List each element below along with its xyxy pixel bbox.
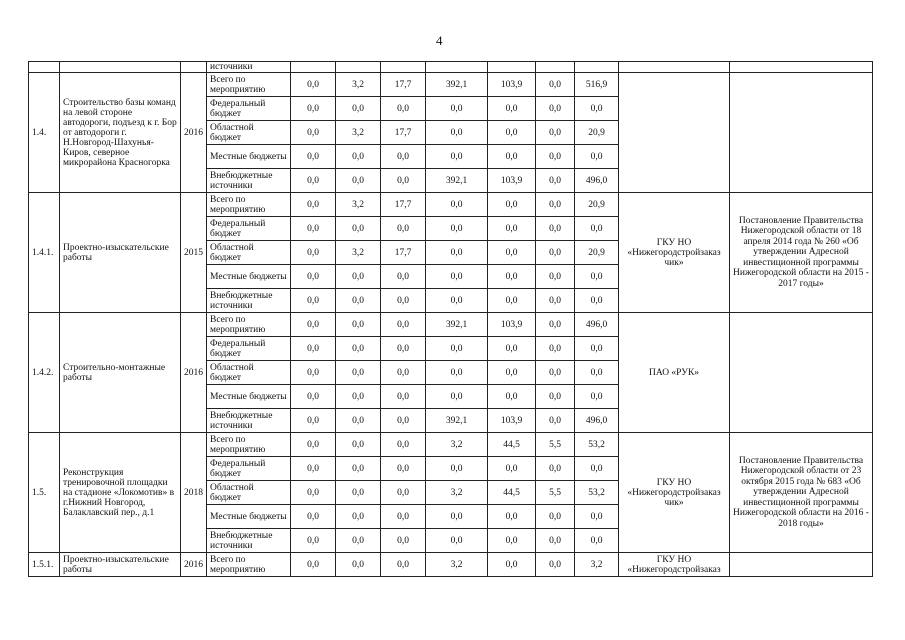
amount-cell: 3,2 [336, 73, 381, 97]
amount-cell: 0,0 [426, 241, 488, 265]
amount-cell: 392,1 [426, 169, 488, 193]
amount-cell: 44,5 [488, 481, 536, 505]
project-year: 2016 [181, 73, 207, 193]
amount-cell: 17,7 [381, 73, 426, 97]
amount-cell: 0,0 [575, 337, 619, 361]
amount-cell: 0,0 [488, 385, 536, 409]
amount-cell: 0,0 [381, 529, 426, 553]
amount-cell: 3,2 [336, 193, 381, 217]
table-row [29, 433, 873, 457]
amount-cell: 0,0 [291, 529, 336, 553]
amount-cell: 0,0 [336, 457, 381, 481]
amount-cell: 0,0 [381, 97, 426, 121]
amount-cell: 0,0 [291, 97, 336, 121]
page-number: 4 [436, 33, 443, 48]
amount-cell: 0,0 [426, 193, 488, 217]
carry-over-row [29, 62, 873, 73]
amount-cell: 0,0 [536, 97, 575, 121]
amount-cell: 0,0 [536, 217, 575, 241]
amount-cell: 0,0 [536, 505, 575, 529]
amount-cell: 0,0 [381, 433, 426, 457]
amount-cell: 0,0 [336, 553, 381, 577]
project-name: Проектно-изыскательские работы [60, 193, 181, 313]
amount-cell: 0,0 [536, 361, 575, 385]
amount-cell: 0,0 [291, 337, 336, 361]
amount-cell: 0,0 [488, 529, 536, 553]
amount-cell: 0,0 [488, 361, 536, 385]
amount-cell: 0,0 [426, 265, 488, 289]
funding-source: Внебюджетные источники [207, 169, 291, 193]
amount-cell: 496,0 [575, 313, 619, 337]
project-code: 1.4.1. [29, 193, 60, 313]
amount-cell: 0,0 [575, 505, 619, 529]
amount-cell: 0,0 [336, 337, 381, 361]
amount-cell: 3,2 [426, 553, 488, 577]
amount-cell: 0,0 [426, 529, 488, 553]
amount-cell: 0,0 [291, 505, 336, 529]
amount-cell: 496,0 [575, 409, 619, 433]
amount-cell: 0,0 [575, 385, 619, 409]
amount-cell: 53,2 [575, 433, 619, 457]
amount-cell: 0,0 [291, 193, 336, 217]
amount-cell: 0,0 [536, 241, 575, 265]
funding-source: Федеральный бюджет [207, 97, 291, 121]
amount-cell: 0,0 [536, 529, 575, 553]
amount-cell: 0,0 [336, 529, 381, 553]
amount-cell: 0,0 [488, 289, 536, 313]
amount-cell: 0,0 [381, 169, 426, 193]
amount-cell: 103,9 [488, 73, 536, 97]
amount-cell: 0,0 [536, 121, 575, 145]
project-year: 2015 [181, 193, 207, 313]
funding-source: Федеральный бюджет [207, 217, 291, 241]
amount-cell: 0,0 [536, 409, 575, 433]
amount-cell: 17,7 [381, 241, 426, 265]
amount-cell: 5,5 [536, 481, 575, 505]
amount-cell: 0,0 [575, 145, 619, 169]
amount-cell: 0,0 [536, 457, 575, 481]
amount-cell: 0,0 [575, 457, 619, 481]
amount-cell: 0,0 [291, 217, 336, 241]
amount-cell: 0,0 [381, 481, 426, 505]
amount-cell: 0,0 [536, 265, 575, 289]
amount-cell: 0,0 [381, 553, 426, 577]
amount-cell: 0,0 [336, 505, 381, 529]
amount-cell: 3,2 [426, 481, 488, 505]
amount-cell: 0,0 [575, 97, 619, 121]
project-name: Строительство базы команд на левой стороне автодороги, подъезд к г. Бор от автодороги г. Н.Новгород-Шахунья-Киров, северное микрорайона Красногорка [60, 73, 181, 193]
amount-cell: 103,9 [488, 313, 536, 337]
project-code: 1.4. [29, 73, 60, 193]
amount-cell: 0,0 [575, 217, 619, 241]
executor: ГКУ НО «Нижегородстройзаказ [619, 553, 730, 577]
amount-cell: 0,0 [426, 217, 488, 241]
amount-cell: 0,0 [336, 481, 381, 505]
amount-cell: 17,7 [381, 193, 426, 217]
amount-cell: 0,0 [291, 241, 336, 265]
amount-cell: 0,0 [488, 241, 536, 265]
amount-cell: 0,0 [488, 505, 536, 529]
amount-cell: 0,0 [291, 481, 336, 505]
amount-cell: 0,0 [381, 385, 426, 409]
funding-source: Областной бюджет [207, 241, 291, 265]
amount-cell: 0,0 [488, 97, 536, 121]
amount-cell: 0,0 [336, 361, 381, 385]
amount-cell: 0,0 [336, 217, 381, 241]
funding-source: Внебюджетные источники [207, 409, 291, 433]
amount-cell: 0,0 [291, 145, 336, 169]
funding-source: Внебюджетные источники [207, 529, 291, 553]
amount-cell: 0,0 [291, 121, 336, 145]
amount-cell: 392,1 [426, 313, 488, 337]
amount-cell: 0,0 [336, 433, 381, 457]
amount-cell: 17,7 [381, 121, 426, 145]
amount-cell: 0,0 [336, 313, 381, 337]
amount-cell: 0,0 [426, 145, 488, 169]
executor: ГКУ НО «Нижегородстройзаказ чик» [619, 433, 730, 553]
funding-source: Всего по мероприятию [207, 313, 291, 337]
amount-cell: 0,0 [336, 97, 381, 121]
amount-cell: 20,9 [575, 193, 619, 217]
funding-source: Всего по мероприятию [207, 553, 291, 577]
amount-cell: 103,9 [488, 169, 536, 193]
amount-cell: 0,0 [488, 145, 536, 169]
project-code: 1.5. [29, 433, 60, 553]
amount-cell: 0,0 [336, 289, 381, 313]
amount-cell: 0,0 [575, 529, 619, 553]
funding-source: Областной бюджет [207, 481, 291, 505]
funding-source: Всего по мероприятию [207, 193, 291, 217]
amount-cell: 0,0 [381, 409, 426, 433]
legal-basis: Постановление Правительства Нижегородской области от 18 апреля 2014 года № 260 «Об утверждении Адресной инвестиционной программы Нижегородской области на 2015 - 2017 годы» [730, 193, 873, 313]
amount-cell: 0,0 [488, 193, 536, 217]
amount-cell: 0,0 [336, 409, 381, 433]
amount-cell: 0,0 [426, 457, 488, 481]
amount-cell: 103,9 [488, 409, 536, 433]
amount-cell: 20,9 [575, 121, 619, 145]
project-code: 1.5.1. [29, 553, 60, 577]
funding-source: Внебюджетные источники [207, 289, 291, 313]
amount-cell: 0,0 [336, 265, 381, 289]
funding-source: Областной бюджет [207, 361, 291, 385]
legal-basis [730, 553, 873, 577]
amount-cell: 0,0 [536, 313, 575, 337]
amount-cell: 0,0 [291, 385, 336, 409]
amount-cell: 0,0 [291, 433, 336, 457]
funding-source: Областной бюджет [207, 121, 291, 145]
amount-cell: 0,0 [291, 289, 336, 313]
amount-cell: 0,0 [536, 553, 575, 577]
amount-cell: 516,9 [575, 73, 619, 97]
amount-cell: 0,0 [536, 337, 575, 361]
amount-cell: 0,0 [426, 337, 488, 361]
amount-cell: 0,0 [291, 169, 336, 193]
amount-cell: 0,0 [426, 97, 488, 121]
amount-cell: 0,0 [291, 265, 336, 289]
amount-cell: 0,0 [381, 361, 426, 385]
project-code: 1.4.2. [29, 313, 60, 433]
amount-cell: 20,9 [575, 241, 619, 265]
amount-cell: 0,0 [536, 385, 575, 409]
legal-basis [730, 73, 873, 193]
funding-source: Федеральный бюджет [207, 457, 291, 481]
project-name: Проектно-изыскательские работы [60, 553, 181, 577]
project-year: 2016 [181, 553, 207, 577]
executor: ПАО «РУК» [619, 313, 730, 433]
table-body [29, 62, 873, 577]
amount-cell: 0,0 [575, 265, 619, 289]
funding-source: Местные бюджеты [207, 145, 291, 169]
amount-cell: 0,0 [291, 361, 336, 385]
amount-cell: 0,0 [381, 265, 426, 289]
amount-cell: 0,0 [291, 553, 336, 577]
amount-cell: 0,0 [336, 385, 381, 409]
amount-cell: 3,2 [336, 121, 381, 145]
amount-cell: 0,0 [426, 505, 488, 529]
funding-source: Всего по мероприятию [207, 433, 291, 457]
executor [619, 73, 730, 193]
carry-over-label: источники [207, 62, 291, 73]
funding-source: Федеральный бюджет [207, 337, 291, 361]
amount-cell: 0,0 [488, 553, 536, 577]
amount-cell: 0,0 [575, 289, 619, 313]
amount-cell: 0,0 [536, 169, 575, 193]
amount-cell: 0,0 [536, 145, 575, 169]
funding-source: Всего по мероприятию [207, 73, 291, 97]
project-year: 2018 [181, 433, 207, 553]
table-row [29, 73, 873, 97]
amount-cell: 0,0 [575, 361, 619, 385]
amount-cell: 0,0 [426, 289, 488, 313]
project-year: 2016 [181, 313, 207, 433]
funding-source: Местные бюджеты [207, 385, 291, 409]
table-row [29, 313, 873, 337]
amount-cell: 0,0 [488, 121, 536, 145]
funding-source: Местные бюджеты [207, 265, 291, 289]
table-row [29, 193, 873, 217]
amount-cell: 5,5 [536, 433, 575, 457]
amount-cell: 0,0 [488, 337, 536, 361]
amount-cell: 0,0 [488, 217, 536, 241]
investment-table [28, 61, 873, 577]
project-name: Строительно-монтажные работы [60, 313, 181, 433]
amount-cell: 3,2 [426, 433, 488, 457]
amount-cell: 0,0 [336, 169, 381, 193]
amount-cell: 0,0 [426, 361, 488, 385]
amount-cell: 0,0 [291, 457, 336, 481]
amount-cell: 496,0 [575, 169, 619, 193]
amount-cell: 0,0 [536, 73, 575, 97]
amount-cell: 0,0 [536, 289, 575, 313]
amount-cell: 0,0 [488, 457, 536, 481]
legal-basis: Постановление Правительства Нижегородской области от 23 октября 2015 года № 683 «Об утверждении Адресной инвестиционной программы Нижегородской области на 2016 - 2018 годы» [730, 433, 873, 553]
amount-cell: 0,0 [291, 313, 336, 337]
amount-cell: 0,0 [291, 409, 336, 433]
amount-cell: 0,0 [381, 457, 426, 481]
amount-cell: 3,2 [575, 553, 619, 577]
amount-cell: 0,0 [381, 145, 426, 169]
table-row [29, 553, 873, 577]
amount-cell: 0,0 [536, 193, 575, 217]
amount-cell: 0,0 [381, 337, 426, 361]
amount-cell: 0,0 [336, 145, 381, 169]
amount-cell: 392,1 [426, 73, 488, 97]
amount-cell: 3,2 [336, 241, 381, 265]
amount-cell: 0,0 [381, 313, 426, 337]
amount-cell: 0,0 [426, 121, 488, 145]
amount-cell: 44,5 [488, 433, 536, 457]
project-name: Реконструкция тренировочной площадки на стадионе «Локомотив» в г.Нижний Новгород, Балаклавский пер., д.1 [60, 433, 181, 553]
amount-cell: 0,0 [381, 217, 426, 241]
amount-cell: 0,0 [488, 265, 536, 289]
amount-cell: 392,1 [426, 409, 488, 433]
amount-cell: 0,0 [381, 505, 426, 529]
amount-cell: 0,0 [381, 289, 426, 313]
amount-cell: 53,2 [575, 481, 619, 505]
amount-cell: 0,0 [426, 385, 488, 409]
funding-source: Местные бюджеты [207, 505, 291, 529]
executor: ГКУ НО «Нижегородстройзаказ чик» [619, 193, 730, 313]
amount-cell: 0,0 [291, 73, 336, 97]
legal-basis [730, 313, 873, 433]
